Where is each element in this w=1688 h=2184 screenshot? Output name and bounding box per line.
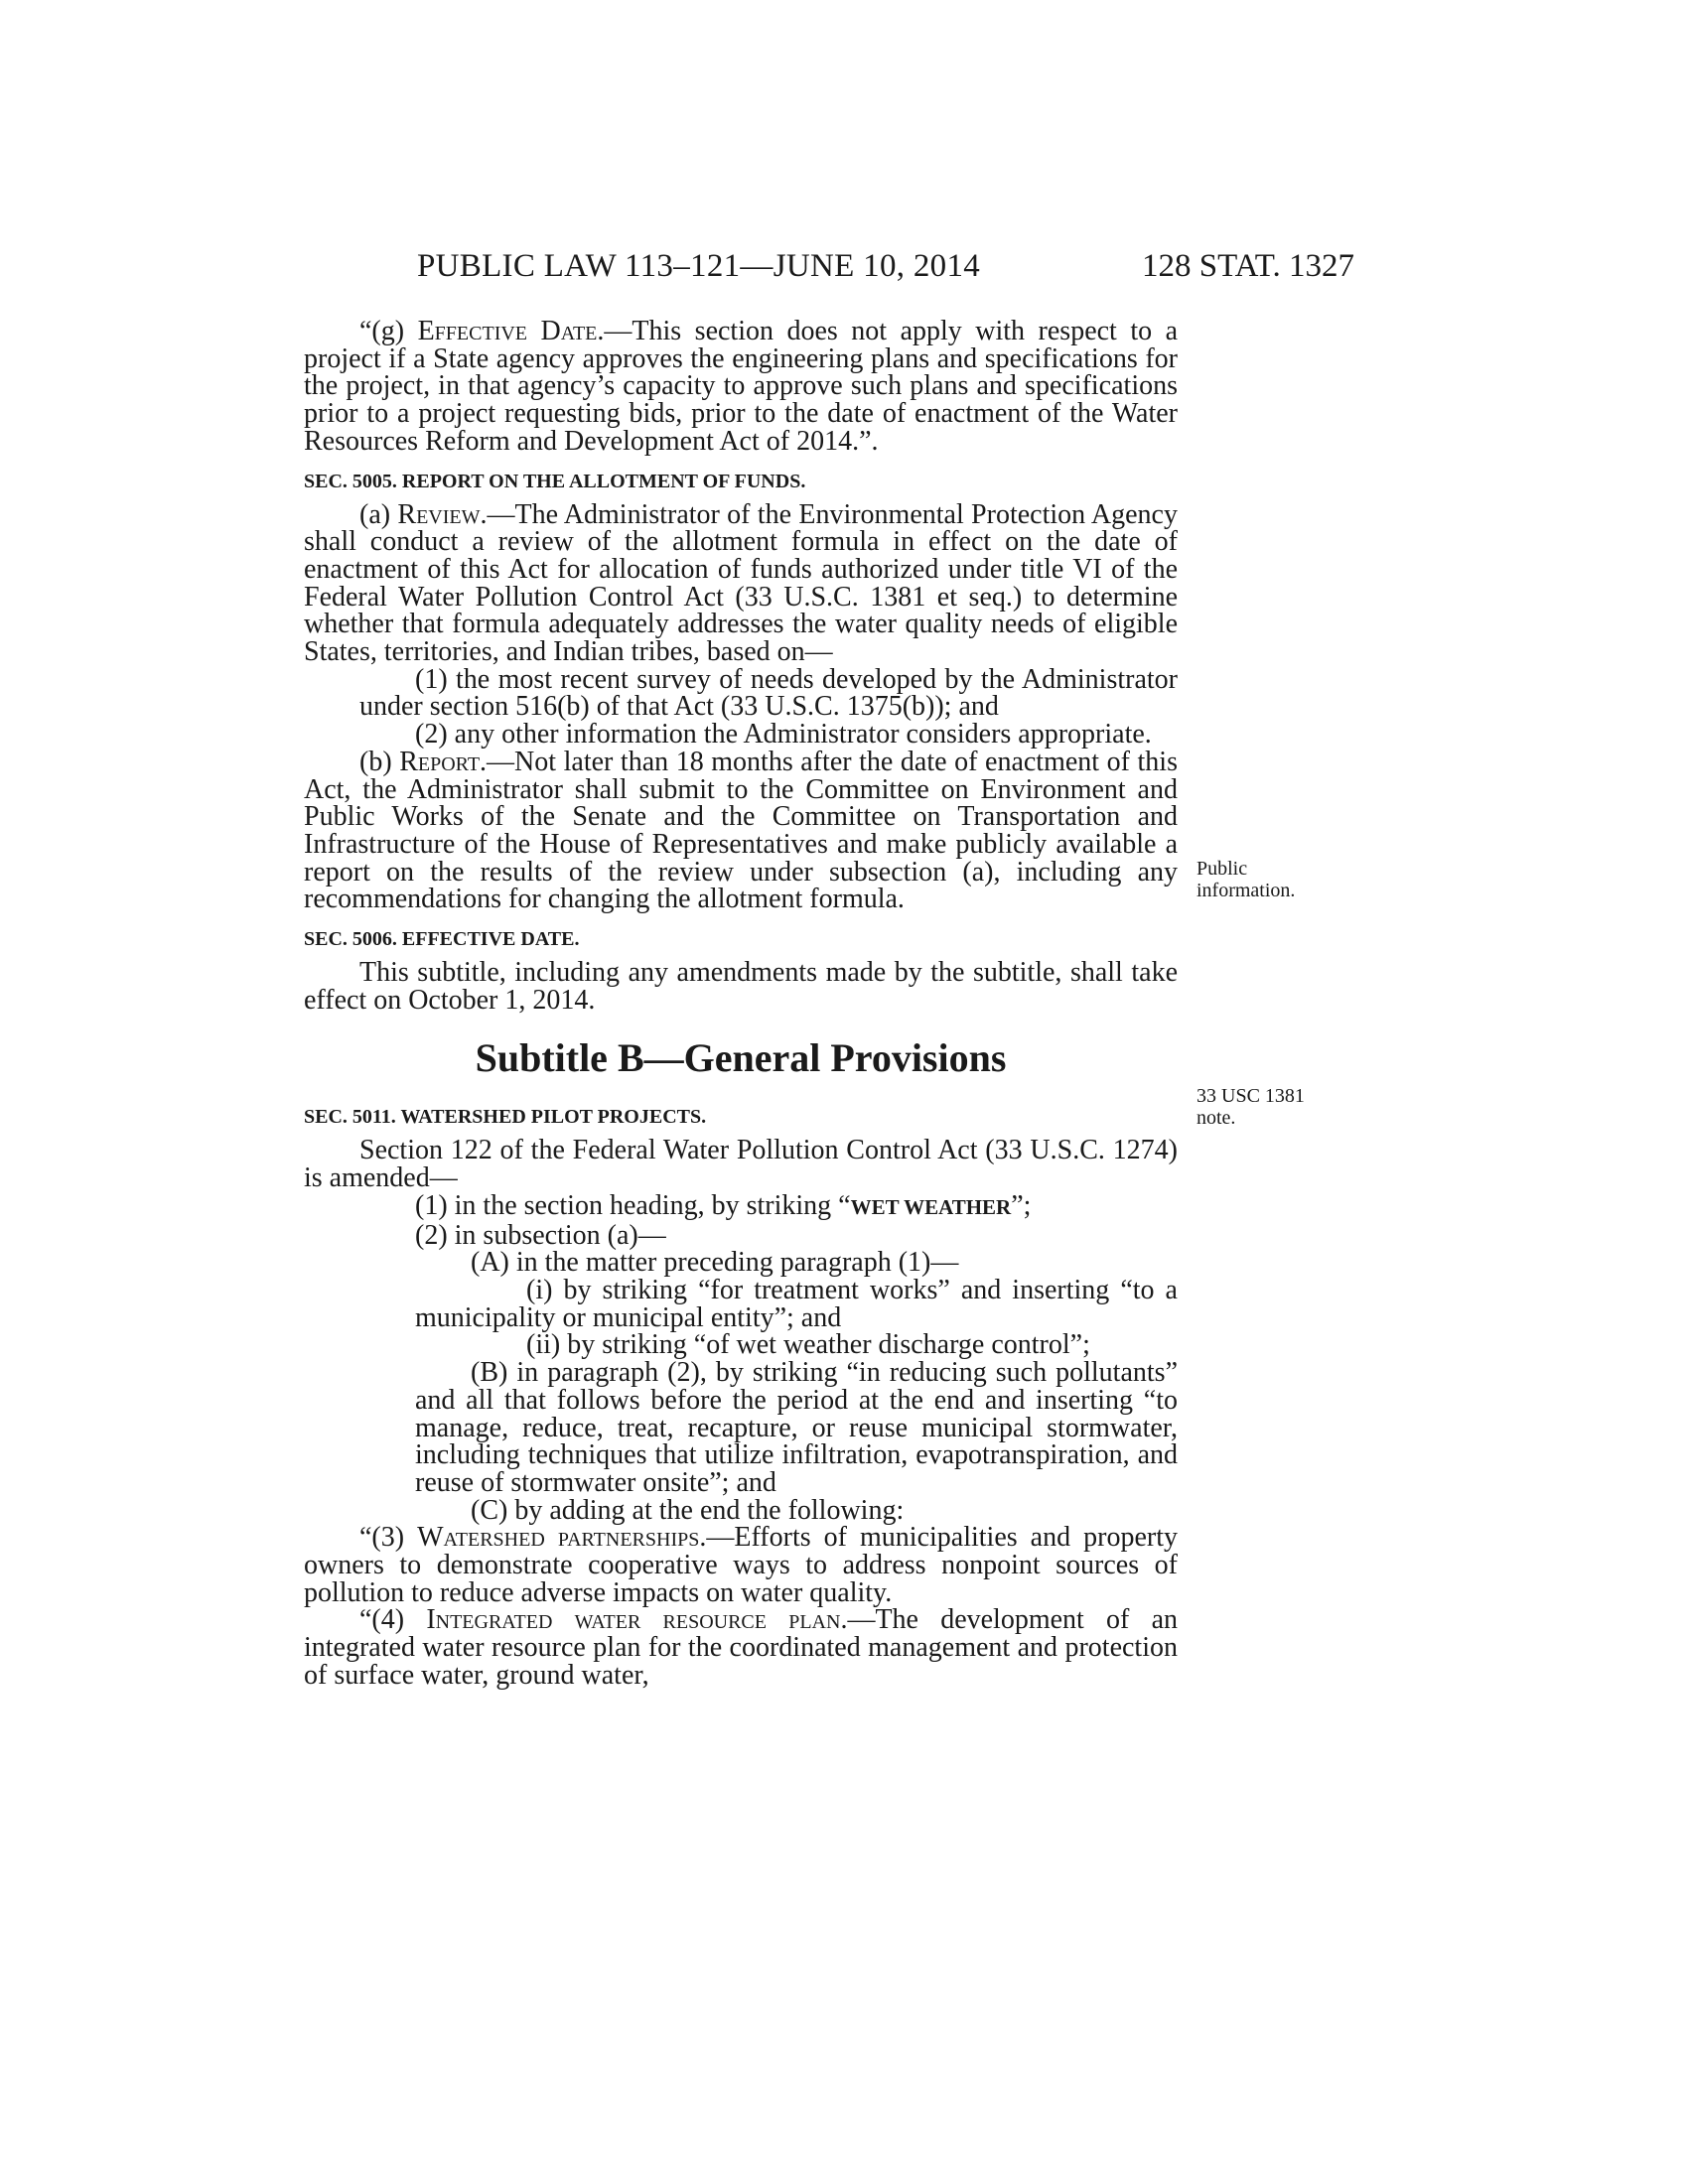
paragraph-intro: Section 122 of the Federal Water Pollution Control Act (33 U.S.C. 1274) is amended— [304,1135,1178,1194]
list-item: (1) the most recent survey of needs developed by the Administrator under section 516(b) of that Act (33 U.S.C. 1375(b)); and [359,663,1178,723]
list-item: (1) in the section heading, by striking “WET WEATHER”; [415,1189,1032,1221]
paragraph-g-effective-date: “(g) Effective Date.—This section does not apply with respect to a project if a State agency approves the engineering plans and specifications for the project, in that agency’s capacity to approve such plans and specifications prior to a project requesting bids, prior to the date of enactment of the Water Resources Reform and Development Act of 2014.”. [304,316,1179,457]
paragraph-label: Report [399,746,481,777]
list-item: (i) by striking “for treatment works” and inserting “to a municipality or municipal entity”; and [415,1274,1178,1333]
paragraph-label: Watershed partnerships [417,1522,700,1554]
paragraph-label: Review [397,498,481,530]
bold-heading-term: WET WEATHER [850,1194,1012,1219]
list-item: (ii) by striking “of wet weather discharge control”; [526,1329,1090,1361]
list-item: (2) in subsection (a)— [415,1219,666,1251]
running-header-title: PUBLIC LAW 113–121—JUNE 10, 2014 [417,248,981,284]
paragraph-label: Integrated water resource plan [426,1604,841,1636]
running-header-page-number: 128 STAT. 1327 [1142,248,1355,284]
paragraph-a-review: (a) Review.—The Administrator of the Environmental Protection Agency shall conduct a review of the allotment formula in effect on the date of enactment of this Act for allocation of funds authorized under title VI of the Federal Water Pollution Control Act (33 U.S.C. 1381 et seq.) to determine whether that formula adequately addresses the water quality needs of eligible States, territories, and Indian tribes, based on— [304,498,1178,668]
list-item: (C) by adding at the end the following: [471,1494,905,1526]
section-heading-5006: SEC. 5006. EFFECTIVE DATE. [304,928,580,951]
list-item: (A) in the matter preceding paragraph (1)— [471,1247,959,1279]
quoted-paragraph-3: “(3) Watershed partnerships.—Efforts of municipalities and property owners to demonstrate cooperative ways to address nonpoint sources of pollution to reduce adverse impacts on water quality. [304,1522,1178,1608]
list-item: (B) in paragraph (2), by striking “in reducing such pollutants” and all that follows before the period at the end and inserting “to manage, reduce, treat, recapture, or reuse municipal stormwater, including techniques that utilize infiltration, evapotranspiration, and reuse of stormwater onsite”; and [415,1357,1178,1498]
section-heading-5005: SEC. 5005. REPORT ON THE ALLOTMENT OF FUNDS. [304,470,806,492]
list-item: (2) any other information the Administrator considers appropriate. [415,719,1152,751]
subtitle-heading: Subtitle B—General Provisions [475,1035,1007,1081]
body-text [304,318,1178,1690]
margin-note-public-information: Public information. [1196,858,1296,901]
paragraph-effective-date: This subtitle, including any amendments made by the subtitle, shall take effect on October 1, 2014. [304,957,1178,1016]
paragraph-b-report: (b) Report.—Not later than 18 months after the date of enactment of this Act, the Administrator shall submit to the Committee on Environment and Public Works of the Senate and the Committee on Transportation and Infrastructure of the House of Representatives and make publicly available a report on the results of the review under subsection (a), including any recommendations for changing the allotment formula. [304,746,1178,915]
section-heading-5011: SEC. 5011. WATERSHED PILOT PROJECTS. [304,1106,707,1129]
quoted-paragraph-4: “(4) Integrated water resource plan.—The development of an integrated water resource plan for the coordinated management and protection of surface water, ground water, [304,1604,1179,1691]
paragraph-label: Effective Date [417,316,598,346]
margin-note-usc-citation: 33 USC 1381 note. [1196,1085,1305,1129]
